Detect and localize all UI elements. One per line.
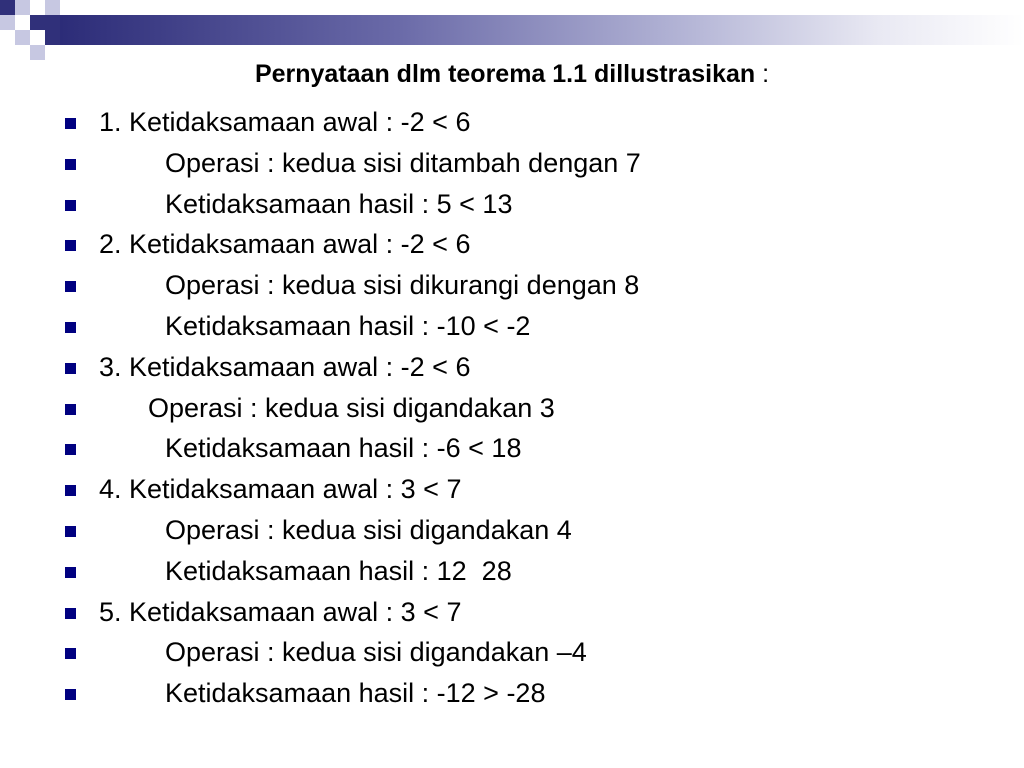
square-bullet-icon <box>65 404 76 415</box>
decor-square <box>15 0 30 15</box>
list-item-text: Ketidaksamaan hasil : -6 < 18 <box>165 433 522 464</box>
list-item-text: Operasi : kedua sisi digandakan 4 <box>165 514 572 545</box>
list-item <box>0 306 1024 347</box>
list-item <box>0 143 1024 184</box>
square-bullet-icon <box>65 200 76 211</box>
list-item-text: Operasi : kedua sisi dikurangi dengan 8 <box>165 270 640 301</box>
corner-decoration <box>0 0 1024 60</box>
list-item-text: 2. Ketidaksamaan awal : -2 < 6 <box>99 229 471 260</box>
list-item <box>0 673 1024 714</box>
list-item <box>0 428 1024 469</box>
list-item-text: Ketidaksamaan hasil : 5 < 13 <box>165 188 513 219</box>
list-item-text: 4. Ketidaksamaan awal : 3 < 7 <box>99 474 462 505</box>
list-item <box>0 551 1024 592</box>
square-bullet-icon <box>65 281 76 292</box>
list-item-text: Ketidaksamaan hasil : -12 > -28 <box>165 678 546 709</box>
slide-title-colon: : <box>755 60 770 88</box>
list-item-text: Operasi : kedua sisi digandakan –4 <box>165 637 587 668</box>
decor-square <box>45 30 60 45</box>
square-bullet-icon <box>65 648 76 659</box>
list-item <box>0 388 1024 429</box>
list-item <box>0 224 1024 265</box>
square-bullet-icon <box>65 240 76 251</box>
square-bullet-icon <box>65 567 76 578</box>
decor-square <box>30 15 45 30</box>
square-bullet-icon <box>65 689 76 700</box>
list-item-text: 1. Ketidaksamaan awal : -2 < 6 <box>99 107 471 137</box>
list-item <box>0 469 1024 510</box>
list-item-text: 5. Ketidaksamaan awal : 3 < 7 <box>99 596 462 627</box>
list-item <box>0 632 1024 673</box>
header-gradient-band <box>60 15 1024 45</box>
square-bullet-icon <box>65 485 76 496</box>
decor-square <box>45 15 60 30</box>
list-item <box>0 265 1024 306</box>
decor-square <box>15 30 30 45</box>
square-bullet-icon <box>65 526 76 537</box>
square-bullet-icon <box>65 118 76 129</box>
list-item-text: Operasi : kedua sisi digandakan 3 <box>148 392 555 423</box>
list-item <box>0 510 1024 551</box>
square-bullet-icon <box>65 322 76 333</box>
bullet-list <box>0 102 1024 714</box>
list-item <box>0 102 1024 143</box>
list-item <box>0 347 1024 388</box>
square-bullet-icon <box>65 608 76 619</box>
list-item <box>0 592 1024 633</box>
slide-title-bold: Pernyataan dlm teorema 1.1 dillustrasikan <box>254 60 756 88</box>
decor-square <box>0 15 15 30</box>
list-item-text: 3. Ketidaksamaan awal : -2 < 6 <box>99 351 471 382</box>
decor-square <box>0 0 15 15</box>
square-bullet-icon <box>65 363 76 374</box>
list-item-text: Operasi : kedua sisi ditambah dengan 7 <box>165 147 641 178</box>
list-item-text: Ketidaksamaan hasil : 12 28 <box>165 555 512 586</box>
decor-square <box>45 0 60 15</box>
slide-title <box>0 58 1024 90</box>
square-bullet-icon <box>65 444 76 455</box>
list-item <box>0 184 1024 225</box>
square-bullet-icon <box>65 159 76 170</box>
list-item-text: Ketidaksamaan hasil : -10 < -2 <box>165 310 531 341</box>
